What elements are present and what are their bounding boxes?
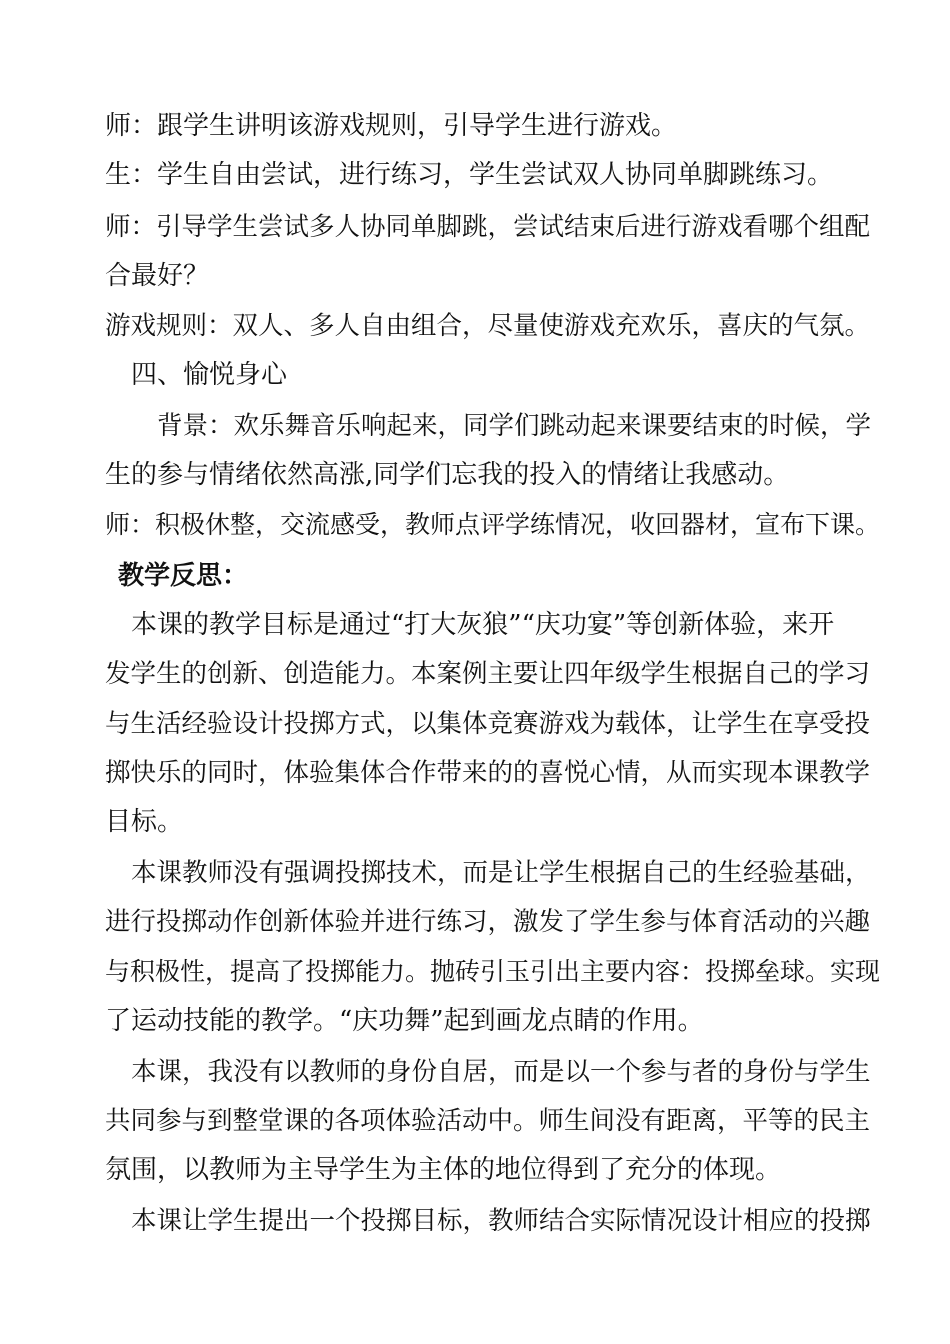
reflection-para-3-line-1: 本课，我没有以教师的身份自居，而是以一个参与者的身份与学生: [131, 1057, 871, 1087]
background-text-line-2: 生的参与情绪依然高涨,同学们忘我的投入的情绪让我感动。: [105, 460, 790, 490]
reflection-heading: 教学反思：: [118, 561, 249, 591]
reflection-para-1-line-2: 发学生的创新、创造能力。本案例主要让四年级学生根据自己的学习: [105, 659, 871, 689]
section-heading-4: 四、愉悦身心: [131, 360, 288, 390]
background-text-line-1: 背景：欢乐舞音乐响起来，同学们跳动起来课要结束的时候，学: [157, 411, 872, 441]
dialogue-teacher-guide-line-1: 师：引导学生尝试多人协同单脚跳，尝试结束后进行游戏看哪个组配: [105, 212, 871, 242]
reflection-para-2-line-4: 了运动技能的教学。“庆功舞”起到画龙点睛的作用。: [105, 1006, 704, 1036]
reflection-para-4-line-1: 本课让学生提出一个投掷目标，教师结合实际情况设计相应的投掷: [131, 1206, 871, 1236]
reflection-para-1-line-1: 本课的教学目标是通过“打大灰狼”“庆功宴”等创新体验，来开: [131, 610, 835, 640]
reflection-para-1-line-5: 目标。: [105, 807, 184, 837]
reflection-para-1-line-4: 掷快乐的同时，体验集体合作带来的的喜悦心情，从而实现本课教学: [105, 758, 871, 788]
dialogue-teacher-guide-line-2: 合最好？: [105, 261, 210, 291]
dialogue-teacher-explain-rules: 师：跟学生讲明该游戏规则，引导学生进行游戏。: [105, 111, 678, 141]
reflection-para-2-line-1: 本课教师没有强调投掷技术，而是让学生根据自己的生经验基础，: [131, 858, 871, 888]
reflection-para-1-line-3: 与生活经验设计投掷方式，以集体竞赛游戏为载体，让学生在享受投: [105, 709, 871, 739]
reflection-para-3-line-2: 共同参与到整堂课的各项体验活动中。师生间没有距离，平等的民主: [105, 1106, 871, 1136]
dialogue-teacher-closing: 师：积极休整，交流感受，教师点评学练情况，收回器材，宣布下课。: [105, 510, 881, 539]
reflection-para-2-line-3: 与积极性，提高了投掷能力。抛砖引玉引出主要内容：投掷垒球。实现: [105, 957, 881, 986]
reflection-para-3-line-3: 氛围，以教师为主导学生为主体的地位得到了充分的体现。: [105, 1155, 782, 1185]
dialogue-student-practice: 生：学生自由尝试，进行练习，学生尝试双人协同单脚跳练习。: [105, 160, 834, 190]
reflection-para-2-line-2: 进行投掷动作创新体验并进行练习，激发了学生参与体育活动的兴趣: [105, 907, 871, 937]
game-rules-text: 游戏规则：双人、多人自由组合，尽量使游戏充欢乐，喜庆的气氛。: [105, 311, 871, 341]
